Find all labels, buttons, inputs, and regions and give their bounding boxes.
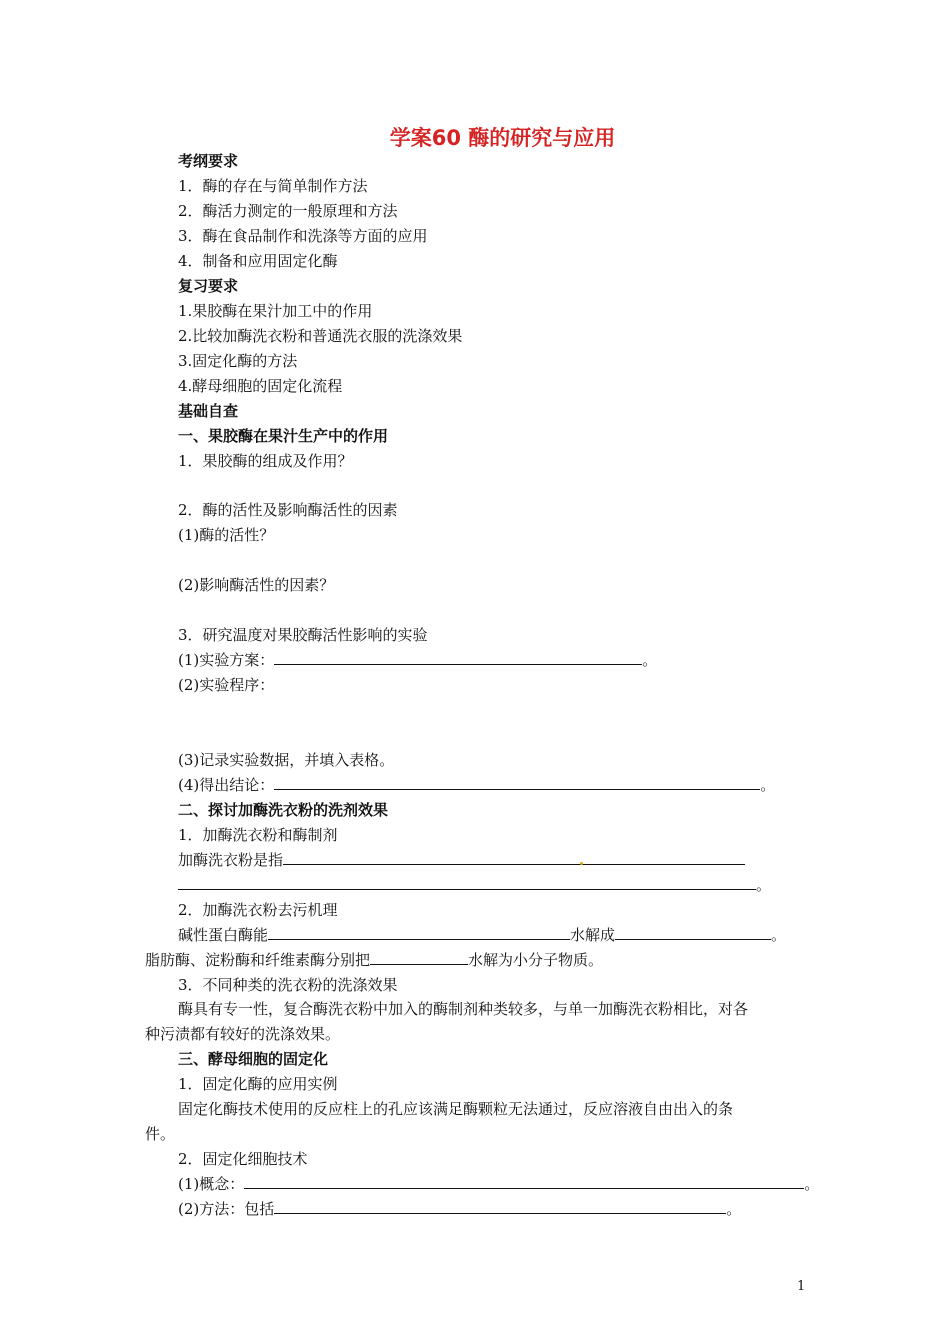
answer-blank[interactable] (274, 775, 760, 790)
review-item: 1.果胶酶在果汁加工中的作用 (178, 302, 373, 320)
question: (1)实验方案： 。 (178, 651, 658, 669)
question: 2．酶的活性及影响酶活性的因素 (178, 501, 398, 519)
review-heading: 复习要求 (178, 277, 239, 295)
paragraph-line: 固定化酶技术使用的反应柱上的孔应该满足酶颗粒无法通过，反应溶液自由出入的条 (178, 1100, 734, 1118)
answer-blank[interactable] (370, 950, 468, 965)
part1-heading: 一、果胶酶在果汁生产中的作用 (178, 427, 389, 445)
answer-blank[interactable] (268, 925, 570, 940)
stray-dot (580, 862, 583, 865)
outline-item: 2．酶活力测定的一般原理和方法 (178, 202, 398, 220)
outline-heading: 考纲要求 (178, 152, 239, 170)
fill-line: 脂肪酶、淀粉酶和纤维素酶分别把 水解为小分子物质。 (145, 951, 604, 969)
subsection: 1．固定化酶的应用实例 (178, 1075, 338, 1093)
answer-blank[interactable] (178, 875, 756, 890)
review-item: 4.酵母细胞的固定化流程 (178, 377, 343, 395)
answer-blank[interactable] (274, 1199, 726, 1214)
question: (1)酶的活性？ (178, 526, 275, 544)
subsection: 2．加酶洗衣粉去污机理 (178, 901, 338, 919)
self-check-heading: 基础自查 (178, 402, 239, 420)
subsection: 2．固定化细胞技术 (178, 1150, 308, 1168)
outline-item: 3．酶在食品制作和洗涤等方面的应用 (178, 227, 428, 245)
paragraph-line: 种污渍都有较好的洗涤效果。 (145, 1025, 341, 1043)
answer-blank[interactable] (274, 650, 642, 665)
paragraph-line: 件。 (145, 1125, 176, 1143)
part2-heading: 二、探讨加酶洗衣粉的洗剂效果 (178, 801, 389, 819)
fill-line: (1)概念： 。 (178, 1175, 820, 1193)
part3-heading: 三、酵母细胞的固定化 (178, 1050, 329, 1068)
subsection: 3．不同种类的洗衣粉的洗涤效果 (178, 976, 398, 994)
outline-item: 4．制备和应用固定化酶 (178, 252, 338, 270)
paragraph-line: 酶具有专一性，复合酶洗衣粉中加入的酶制剂种类较多，与单一加酶洗衣粉相比，对各 (178, 1000, 749, 1018)
subsection: 1．加酶洗衣粉和酶制剂 (178, 826, 338, 844)
fill-line: 。 (178, 875, 771, 895)
review-item: 3.固定化酶的方法 (178, 352, 298, 370)
answer-blank[interactable] (244, 1174, 804, 1189)
review-item: 2.比较加酶洗衣粉和普通洗衣服的洗涤效果 (178, 327, 463, 345)
fill-line: (2)方法：包括 。 (178, 1200, 742, 1218)
page-title: 学案60 酶的研究与应用 (389, 126, 616, 150)
question: 1．果胶酶的组成及作用？ (178, 452, 353, 470)
outline-item: 1．酶的存在与简单制作方法 (178, 177, 368, 195)
fill-line: 碱性蛋白酶能 水解成 。 (178, 926, 787, 944)
answer-blank[interactable] (615, 925, 771, 940)
question: 3．研究温度对果胶酶活性影响的实验 (178, 626, 428, 644)
answer-blank[interactable] (283, 850, 745, 865)
question: (3)记录实验数据，并填入表格。 (178, 751, 395, 769)
question: (2)影响酶活性的因素？ (178, 576, 335, 594)
page-number: 1 (797, 1279, 806, 1294)
question: (4)得出结论： 。 (178, 776, 776, 794)
fill-line: 加酶洗衣粉是指 (178, 850, 745, 870)
question: (2)实验程序： (178, 676, 275, 694)
